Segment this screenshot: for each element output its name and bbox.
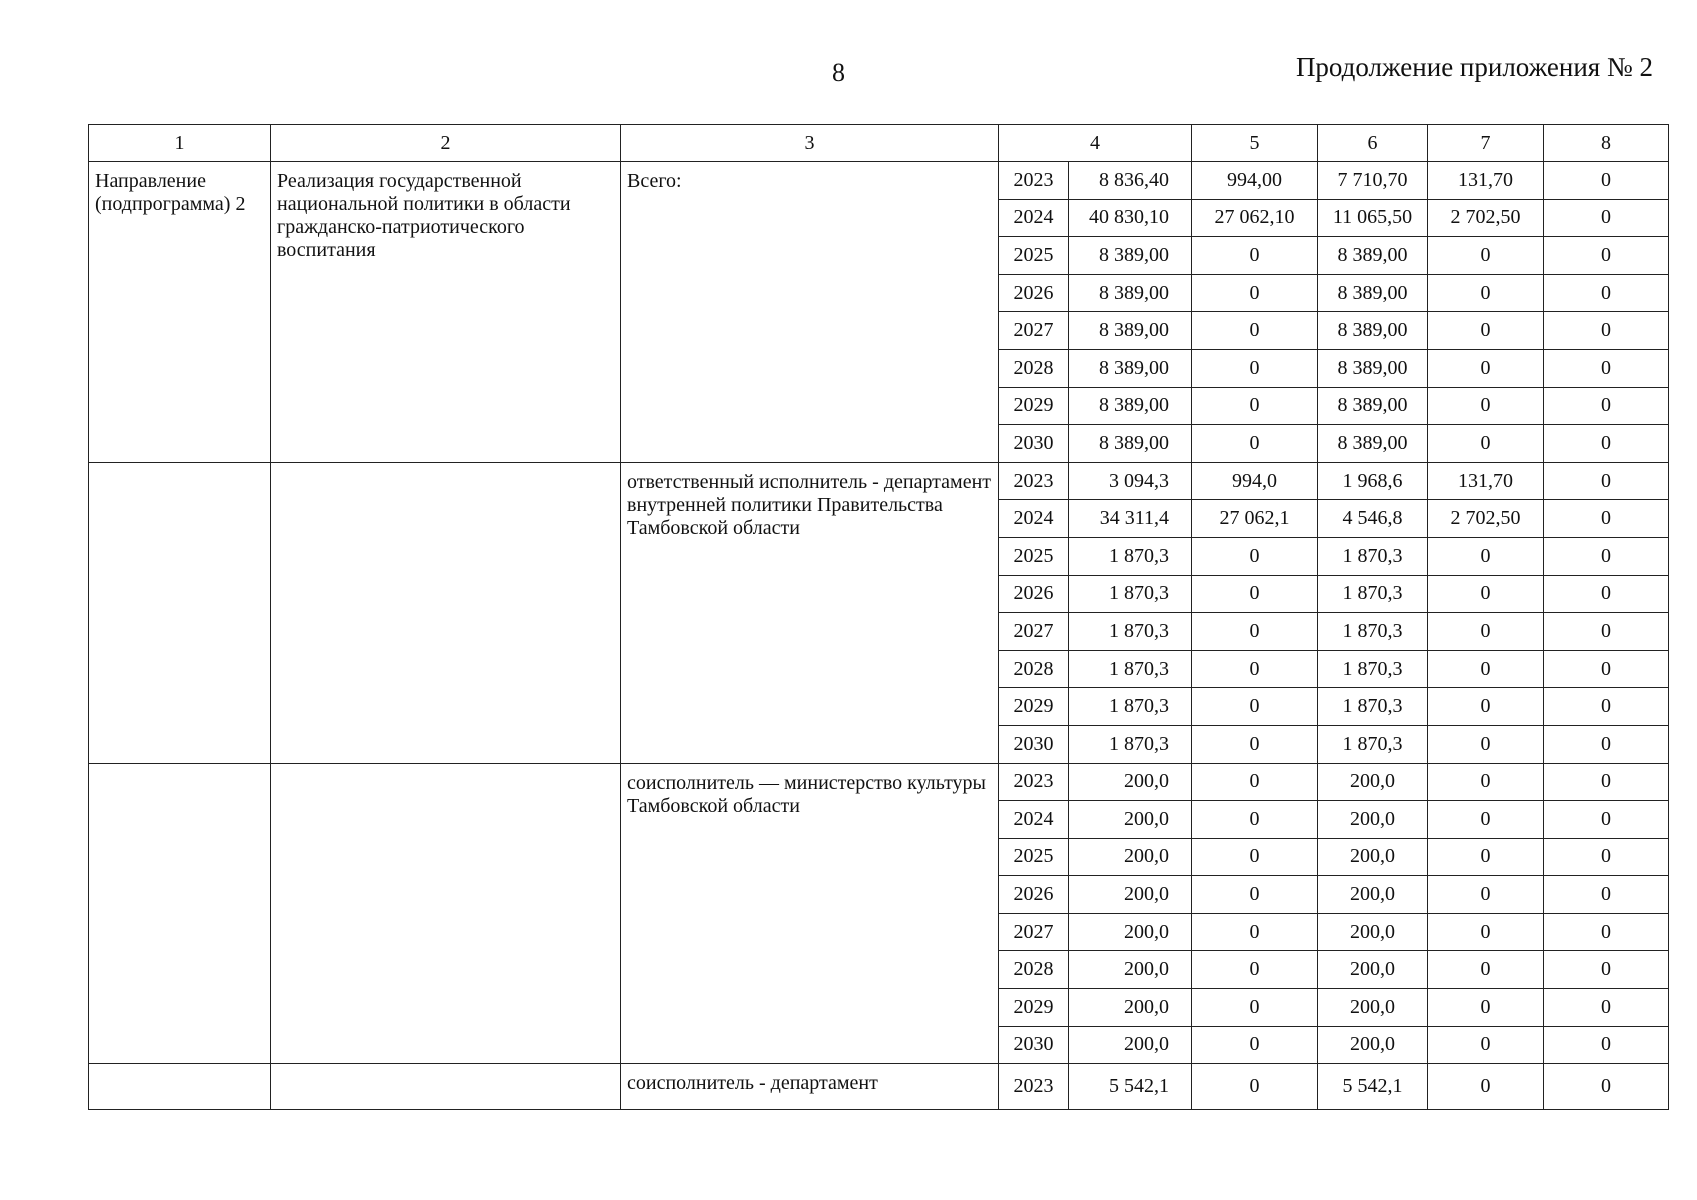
col6-cell: 5 542,1	[1318, 1064, 1428, 1110]
col8-cell: 0	[1544, 613, 1669, 651]
total-cell: 1 870,3	[1069, 725, 1192, 763]
year-cell: 2028	[999, 349, 1069, 387]
col6-cell: 8 389,00	[1318, 425, 1428, 463]
col7-cell: 0	[1428, 237, 1544, 275]
col5-cell: 27 062,10	[1192, 199, 1318, 237]
col5-cell: 0	[1192, 387, 1318, 425]
col8-cell: 0	[1544, 199, 1669, 237]
total-cell: 1 870,3	[1069, 537, 1192, 575]
name-cell	[271, 763, 621, 1064]
total-cell: 200,0	[1069, 838, 1192, 876]
col8-cell: 0	[1544, 725, 1669, 763]
col8-cell: 0	[1544, 951, 1669, 989]
page-number: 8	[832, 58, 845, 87]
col6-cell: 8 389,00	[1318, 274, 1428, 312]
col5-cell: 0	[1192, 913, 1318, 951]
col6-cell: 200,0	[1318, 1026, 1428, 1064]
total-cell: 8 389,00	[1069, 425, 1192, 463]
col6-cell: 8 389,00	[1318, 237, 1428, 275]
col8-cell: 0	[1544, 876, 1669, 914]
col7-cell: 2 702,50	[1428, 500, 1544, 538]
col7-cell: 0	[1428, 1064, 1544, 1110]
total-cell: 8 389,00	[1069, 349, 1192, 387]
executor-cell: Всего:	[621, 162, 999, 463]
year-cell: 2026	[999, 274, 1069, 312]
total-cell: 1 870,3	[1069, 613, 1192, 651]
year-cell: 2023	[999, 763, 1069, 801]
col7-cell: 0	[1428, 613, 1544, 651]
col8-cell: 0	[1544, 801, 1669, 839]
col8-cell: 0	[1544, 575, 1669, 613]
col6-cell: 200,0	[1318, 989, 1428, 1027]
column-header: 1	[89, 125, 271, 162]
name-cell: Реализация государственной национальной политики в области гражданско-патриотического воспитания	[271, 162, 621, 463]
col6-cell: 1 870,3	[1318, 725, 1428, 763]
year-cell: 2030	[999, 1026, 1069, 1064]
col6-cell: 11 065,50	[1318, 199, 1428, 237]
column-header: 3	[621, 125, 999, 162]
total-cell: 200,0	[1069, 763, 1192, 801]
col7-cell: 0	[1428, 274, 1544, 312]
col7-cell: 0	[1428, 425, 1544, 463]
col7-cell: 0	[1428, 913, 1544, 951]
budget-table	[88, 124, 1669, 1110]
col5-cell: 0	[1192, 312, 1318, 350]
direction-cell	[89, 1064, 271, 1110]
year-cell: 2023	[999, 162, 1069, 200]
col5-cell: 0	[1192, 989, 1318, 1027]
col5-cell: 0	[1192, 725, 1318, 763]
year-cell: 2026	[999, 876, 1069, 914]
col7-cell: 0	[1428, 876, 1544, 914]
total-cell: 200,0	[1069, 913, 1192, 951]
col7-cell: 0	[1428, 387, 1544, 425]
total-cell: 200,0	[1069, 801, 1192, 839]
col7-cell: 0	[1428, 725, 1544, 763]
total-cell: 1 870,3	[1069, 575, 1192, 613]
col5-cell: 0	[1192, 876, 1318, 914]
col7-cell: 0	[1428, 349, 1544, 387]
col5-cell: 0	[1192, 425, 1318, 463]
total-cell: 1 870,3	[1069, 650, 1192, 688]
col8-cell: 0	[1544, 688, 1669, 726]
col6-cell: 1 870,3	[1318, 688, 1428, 726]
col7-cell: 0	[1428, 989, 1544, 1027]
table-row	[89, 162, 1669, 200]
col8-cell: 0	[1544, 237, 1669, 275]
col8-cell: 0	[1544, 500, 1669, 538]
col5-cell: 0	[1192, 650, 1318, 688]
col6-cell: 7 710,70	[1318, 162, 1428, 200]
col7-cell: 2 702,50	[1428, 199, 1544, 237]
col6-cell: 4 546,8	[1318, 500, 1428, 538]
direction-cell	[89, 763, 271, 1064]
total-cell: 3 094,3	[1069, 462, 1192, 500]
total-cell: 8 389,00	[1069, 387, 1192, 425]
year-cell: 2029	[999, 989, 1069, 1027]
col5-cell: 0	[1192, 801, 1318, 839]
col7-cell: 0	[1428, 838, 1544, 876]
total-cell: 40 830,10	[1069, 199, 1192, 237]
col6-cell: 8 389,00	[1318, 349, 1428, 387]
total-cell: 5 542,1	[1069, 1064, 1192, 1110]
column-header: 6	[1318, 125, 1428, 162]
total-cell: 8 836,40	[1069, 162, 1192, 200]
year-cell: 2026	[999, 575, 1069, 613]
col5-cell: 0	[1192, 537, 1318, 575]
year-cell: 2029	[999, 688, 1069, 726]
col8-cell: 0	[1544, 274, 1669, 312]
col6-cell: 1 870,3	[1318, 537, 1428, 575]
col7-cell: 0	[1428, 1026, 1544, 1064]
col5-cell: 994,00	[1192, 162, 1318, 200]
col5-cell: 0	[1192, 951, 1318, 989]
total-cell: 200,0	[1069, 1026, 1192, 1064]
year-cell: 2025	[999, 537, 1069, 575]
col5-cell: 0	[1192, 349, 1318, 387]
col5-cell: 994,0	[1192, 462, 1318, 500]
col8-cell: 0	[1544, 913, 1669, 951]
total-cell: 8 389,00	[1069, 274, 1192, 312]
table-row	[89, 763, 1669, 801]
year-cell: 2027	[999, 913, 1069, 951]
col8-cell: 0	[1544, 1064, 1669, 1110]
col6-cell: 200,0	[1318, 838, 1428, 876]
col5-cell: 0	[1192, 237, 1318, 275]
name-cell	[271, 1064, 621, 1110]
col6-cell: 200,0	[1318, 801, 1428, 839]
col8-cell: 0	[1544, 1026, 1669, 1064]
column-header: 8	[1544, 125, 1669, 162]
col8-cell: 0	[1544, 312, 1669, 350]
total-cell: 200,0	[1069, 989, 1192, 1027]
year-cell: 2023	[999, 462, 1069, 500]
col7-cell: 0	[1428, 575, 1544, 613]
total-cell: 200,0	[1069, 876, 1192, 914]
col8-cell: 0	[1544, 838, 1669, 876]
col5-cell: 0	[1192, 613, 1318, 651]
col6-cell: 8 389,00	[1318, 387, 1428, 425]
total-cell: 34 311,4	[1069, 500, 1192, 538]
col7-cell: 0	[1428, 312, 1544, 350]
col7-cell: 0	[1428, 537, 1544, 575]
direction-cell: Направление (подпрограмма) 2	[89, 162, 271, 463]
year-cell: 2025	[999, 237, 1069, 275]
col5-cell: 27 062,1	[1192, 500, 1318, 538]
col5-cell: 0	[1192, 274, 1318, 312]
col6-cell: 1 870,3	[1318, 613, 1428, 651]
col7-cell: 0	[1428, 650, 1544, 688]
continuation-title: Продолжение приложения № 2	[1295, 52, 1653, 82]
col7-cell: 0	[1428, 763, 1544, 801]
col5-cell: 0	[1192, 688, 1318, 726]
column-header: 5	[1192, 125, 1318, 162]
direction-cell	[89, 462, 271, 763]
col5-cell: 0	[1192, 838, 1318, 876]
col7-cell: 0	[1428, 951, 1544, 989]
year-cell: 2030	[999, 425, 1069, 463]
col5-cell: 0	[1192, 1026, 1318, 1064]
total-cell: 8 389,00	[1069, 312, 1192, 350]
col8-cell: 0	[1544, 537, 1669, 575]
year-cell: 2025	[999, 838, 1069, 876]
col7-cell: 0	[1428, 801, 1544, 839]
col8-cell: 0	[1544, 162, 1669, 200]
col6-cell: 200,0	[1318, 876, 1428, 914]
col8-cell: 0	[1544, 989, 1669, 1027]
year-cell: 2024	[999, 199, 1069, 237]
name-cell	[271, 462, 621, 763]
table-header-row	[89, 125, 1669, 162]
table-row	[89, 462, 1669, 500]
year-cell: 2023	[999, 1064, 1069, 1110]
column-header: 7	[1428, 125, 1544, 162]
col8-cell: 0	[1544, 425, 1669, 463]
table-row	[89, 1064, 1669, 1110]
column-header: 2	[271, 125, 621, 162]
col8-cell: 0	[1544, 763, 1669, 801]
year-cell: 2028	[999, 951, 1069, 989]
year-cell: 2027	[999, 613, 1069, 651]
col6-cell: 1 870,3	[1318, 575, 1428, 613]
executor-cell: соисполнитель — министерство культуры Тамбовской области	[621, 763, 999, 1064]
col6-cell: 200,0	[1318, 763, 1428, 801]
col5-cell: 0	[1192, 1064, 1318, 1110]
executor-cell: ответственный исполнитель - департамент внутренней политики Правительства Тамбовской области	[621, 462, 999, 763]
year-cell: 2029	[999, 387, 1069, 425]
col8-cell: 0	[1544, 387, 1669, 425]
col6-cell: 1 968,6	[1318, 462, 1428, 500]
year-cell: 2024	[999, 500, 1069, 538]
col8-cell: 0	[1544, 349, 1669, 387]
col7-cell: 131,70	[1428, 162, 1544, 200]
total-cell: 200,0	[1069, 951, 1192, 989]
col7-cell: 131,70	[1428, 462, 1544, 500]
col8-cell: 0	[1544, 462, 1669, 500]
col5-cell: 0	[1192, 575, 1318, 613]
column-header: 4	[999, 125, 1192, 162]
executor-cell: соисполнитель - департамент	[621, 1064, 999, 1110]
year-cell: 2030	[999, 725, 1069, 763]
col6-cell: 200,0	[1318, 951, 1428, 989]
year-cell: 2024	[999, 801, 1069, 839]
col6-cell: 8 389,00	[1318, 312, 1428, 350]
col8-cell: 0	[1544, 650, 1669, 688]
total-cell: 8 389,00	[1069, 237, 1192, 275]
col7-cell: 0	[1428, 688, 1544, 726]
year-cell: 2028	[999, 650, 1069, 688]
col5-cell: 0	[1192, 763, 1318, 801]
total-cell: 1 870,3	[1069, 688, 1192, 726]
col6-cell: 200,0	[1318, 913, 1428, 951]
year-cell: 2027	[999, 312, 1069, 350]
col6-cell: 1 870,3	[1318, 650, 1428, 688]
